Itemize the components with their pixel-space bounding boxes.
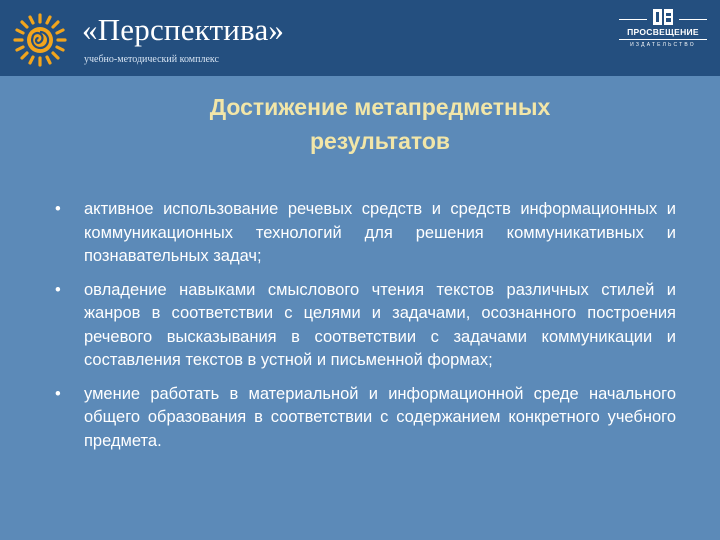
header-band (0, 0, 720, 76)
list-item-text: активное использование речевых средств и средств информационных и коммуникационных технологий для решения коммуникативных и познавательных задач; (84, 200, 676, 265)
list-item-text: овладение навыками смыслового чтения текстов различных стилей и жанров в соответствии с целями и задачами, осознанного построения речевого высказывания в соответствии с задачами коммуникации и составления текстов в устной и письменной формах; (84, 280, 676, 369)
publisher-divider (619, 39, 707, 40)
publisher-rule-left (619, 19, 647, 20)
list-item (52, 383, 676, 454)
list-item-text: умение работать в материальной и информационной среде начального общего образования в соответствии с содержанием конкретного учебного предмета. (84, 384, 676, 450)
slide-title-line-1: Достижение метапредметных (209, 94, 551, 120)
bullet-icon: • (55, 384, 61, 403)
bullet-icon: • (55, 200, 61, 218)
slide-title (90, 90, 670, 158)
book-emblem-icon (652, 8, 674, 26)
publisher-subtitle: ИЗДАТЕЛЬСТВО (630, 42, 696, 48)
publisher-logo (619, 8, 707, 54)
publisher-rule-right (679, 19, 707, 20)
brand-title: «Перспектива» (82, 12, 285, 47)
brand-subtitle: учебно-методический комплекс (84, 54, 219, 65)
bullet-icon: • (55, 280, 61, 299)
bullet-list (52, 198, 676, 463)
list-item (52, 198, 676, 269)
slide-title-line-2: результатов (309, 128, 451, 154)
list-item (52, 279, 676, 373)
sun-logo-icon (12, 12, 68, 68)
publisher-name: ПРОСВЕЩЕНИЕ (627, 27, 699, 37)
